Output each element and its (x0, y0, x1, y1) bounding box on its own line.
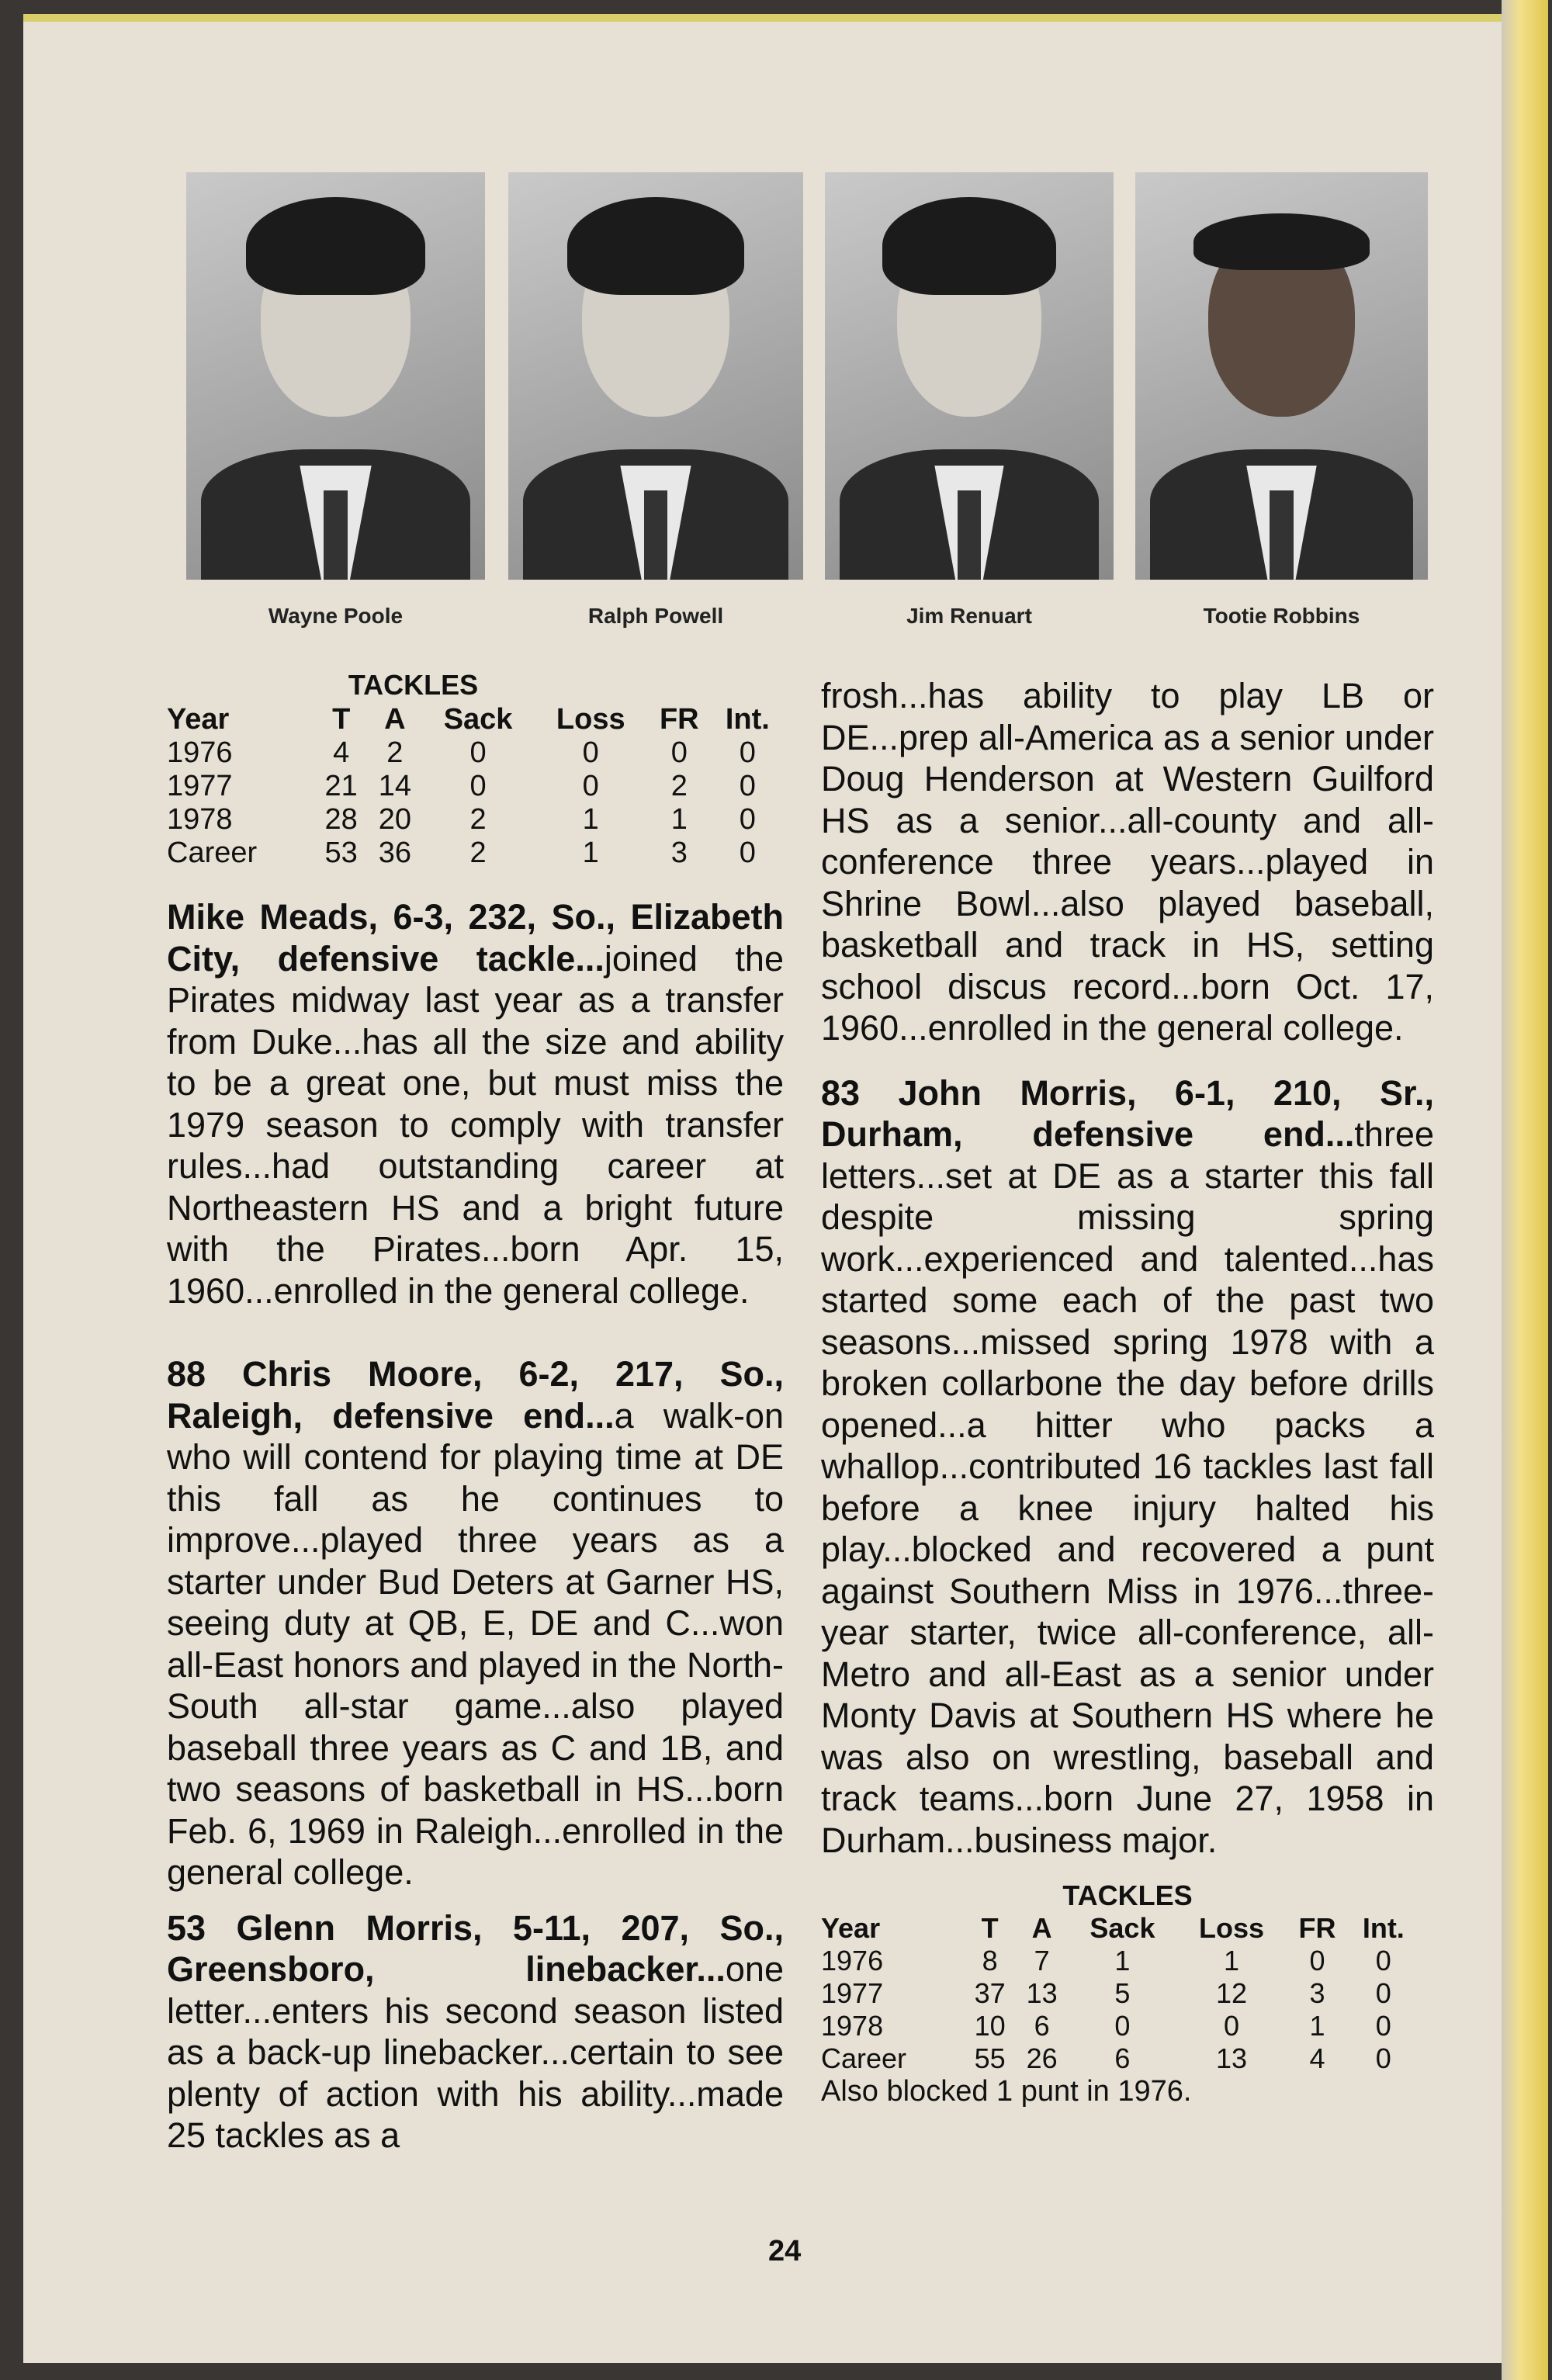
table-header-cell: A (1031, 1912, 1052, 1944)
table-cell: 1978 (167, 803, 233, 836)
photo-caption: Tootie Robbins (1203, 604, 1360, 628)
table-cell: 2 (386, 736, 404, 769)
table-cell: 0 (1224, 2010, 1240, 2042)
table-cell: 4 (1309, 2042, 1325, 2074)
table-cell: 21 (324, 770, 358, 802)
photo-caption: Ralph Powell (587, 604, 724, 628)
table-cell: 36 (378, 837, 411, 869)
tackles-note: Also blocked 1 punt in 1976. (821, 2075, 1192, 2108)
table-cell: 0 (739, 803, 756, 836)
tackles-title: TACKLES (348, 669, 479, 701)
table-cell: 6 (1114, 2042, 1131, 2074)
table-row (167, 837, 784, 870)
table-cell: 20 (378, 803, 411, 836)
table-cell: 0 (739, 837, 756, 869)
table-cell: 2 (670, 770, 688, 802)
table-cell: 1977 (821, 1977, 884, 2009)
table-cell: 0 (1375, 1977, 1391, 2009)
table-cell: 1976 (821, 1945, 884, 1976)
table-cell: 1 (1224, 1945, 1240, 1976)
table-cell: 13 (1026, 1977, 1058, 2009)
table-cell: Career (821, 2042, 907, 2074)
table-cell: 0 (739, 736, 756, 769)
table-cell: 1 (1114, 1945, 1131, 1976)
bio-text: a walk-on who will contend for playing time at DE this fall as he continues to improve...played three years as a starter under Bud Deters at Garner HS, seeing duty at QB, E, DE and C...won all-East honors and played in the North-South all-star game...also played baseball three years as C and 1B, and two seasons of basketball in HS...born Feb. 6, 1969 in Raleigh...enrolled in the general college. (167, 1395, 784, 1892)
right-column (821, 675, 1434, 2108)
tackles-table (167, 703, 784, 870)
table-cell: 0 (582, 770, 599, 802)
table-cell: 8 (982, 1945, 998, 1976)
table-cell: 14 (378, 770, 411, 802)
table-cell: 2 (469, 803, 487, 836)
table-cell: 28 (324, 803, 358, 836)
table-row (821, 1977, 1419, 2010)
table-cell: 1 (582, 803, 599, 836)
tackles-table (821, 1912, 1419, 2075)
table-header-cell: Sack (443, 703, 513, 736)
player-bio-meads (167, 896, 784, 1311)
table-cell: 1978 (821, 2010, 884, 2042)
bio-text: joined the Pirates midway last year as a transfer from Duke...has all the size and ability to be a great one, but must miss the 1979 season to comply with transfer rules...had outstanding career at Northeastern HS and a bright future with the Pirates...born Apr. 15, 1960...enrolled in the general college. (167, 938, 784, 1311)
table-cell: 37 (974, 1977, 1006, 2009)
table-header-cell: Loss (556, 703, 625, 736)
player-bio-continued: frosh...has ability to play LB or DE...prep all-America as a senior under Doug Henderson at Western Guilford HS as a senior...all-county and all-conference three years...played in Shrine Bowl...also played baseball, basketball and track in HS, setting school discus record...born Oct. 17, 1960...enrolled in the general college. (821, 676, 1434, 1048)
table-cell: 6 (1034, 2010, 1050, 2042)
bio-heading: 53 Glenn Morris, 5-11, 207, So., Greensboro, linebacker... (167, 1907, 784, 1989)
table-header-cell: Year (821, 1912, 881, 1944)
table-cell: 3 (670, 837, 688, 869)
bio-heading: 88 Chris Moore, 6-2, 217, So., Raleigh, defensive end... (167, 1354, 784, 1436)
table-cell: 0 (469, 770, 487, 802)
table-row (821, 2042, 1419, 2075)
page-top-edge (23, 14, 1533, 22)
table-cell: 1 (670, 803, 688, 836)
player-bio-john-morris (821, 1072, 1434, 1862)
photo-caption: Jim Renuart (906, 604, 1032, 628)
table-header-cell: Loss (1199, 1912, 1265, 1944)
table-cell: Career (167, 837, 258, 869)
table-cell: 0 (1309, 1945, 1325, 1976)
player-photo-powell (508, 172, 803, 580)
table-cell: 1 (1309, 2010, 1325, 2042)
player-bio-moore (167, 1353, 784, 1893)
table-header-cell: Year (167, 703, 230, 736)
bio-text: one letter...enters his second season listed as a back-up linebacker...certain to see plenty of action with his ability...made 25 tackles as a (167, 1949, 784, 2155)
table-row (167, 736, 784, 770)
table-cell: 2 (469, 837, 487, 869)
table-cell: 13 (1216, 2042, 1248, 2074)
left-column (167, 669, 784, 2157)
table-row (167, 803, 784, 837)
bio-heading: 83 John Morris, 6-1, 210, Sr., Durham, defensive end... (821, 1072, 1434, 1154)
table-cell: 5 (1114, 1977, 1131, 2009)
tackles-title: TACKLES (1062, 1879, 1193, 1911)
table-cell: 1977 (167, 770, 233, 802)
table-header-cell: FR (659, 703, 699, 736)
table-cell: 0 (670, 736, 688, 769)
table-header-cell: Int. (1362, 1912, 1405, 1944)
book-spine (1502, 0, 1548, 2380)
table-row (167, 770, 784, 803)
player-photo-robbins (1135, 172, 1428, 580)
table-cell: 0 (582, 736, 599, 769)
table-cell: 0 (1114, 2010, 1131, 2042)
table-cell: 0 (1375, 1945, 1391, 1976)
table-cell: 4 (333, 736, 350, 769)
table-cell: 12 (1216, 1977, 1248, 2009)
player-photo-poole (186, 172, 485, 580)
bio-heading: Mike Meads, 6-3, 232, So., Elizabeth City, defensive tackle... (167, 897, 784, 979)
table-header-cell: Sack (1090, 1912, 1155, 1944)
photo-caption: Wayne Poole (268, 604, 404, 628)
table-header-cell: T (332, 703, 351, 736)
table-cell: 1 (582, 837, 599, 869)
table-cell: 0 (739, 770, 756, 802)
table-cell: 26 (1026, 2042, 1058, 2074)
table-cell: 3 (1309, 1977, 1325, 2009)
table-cell: 7 (1034, 1945, 1050, 1976)
table-cell: 10 (974, 2010, 1006, 2042)
bio-text: three letters...set at DE as a starter this fall despite missing spring work...experienced and talented...has started some each of the past two seasons...missed spring 1978 with a broken collarbone the day before drills opened...a hitter who packs a whallop...contributed 16 tackles last fall before a knee injury halted his play...blocked and recovered a punt against Southern Miss in 1976...three-year starter, twice all-conference, all-Metro and all-East as a senior under Monty Davis at Southern HS where he was also on wrestling, baseball and track teams...born June 27, 1958 in Durham...business major. (821, 1114, 1434, 1860)
table-cell: 55 (974, 2042, 1006, 2074)
table-header-cell: Int. (725, 703, 770, 736)
table-header-cell: T (981, 1912, 999, 1944)
table-cell: 1976 (167, 736, 233, 769)
table-header-cell: A (384, 703, 406, 736)
table-header-cell: FR (1298, 1912, 1336, 1944)
table-cell: 0 (469, 736, 487, 769)
player-bio-glenn-morris (167, 1907, 784, 2157)
table-row (821, 2010, 1419, 2042)
page-number: 24 (768, 2235, 802, 2267)
table-cell: 0 (1375, 2010, 1391, 2042)
player-photo-renuart (825, 172, 1114, 580)
table-cell: 0 (1375, 2042, 1391, 2074)
table-row (821, 1945, 1419, 1977)
table-cell: 53 (324, 837, 358, 869)
